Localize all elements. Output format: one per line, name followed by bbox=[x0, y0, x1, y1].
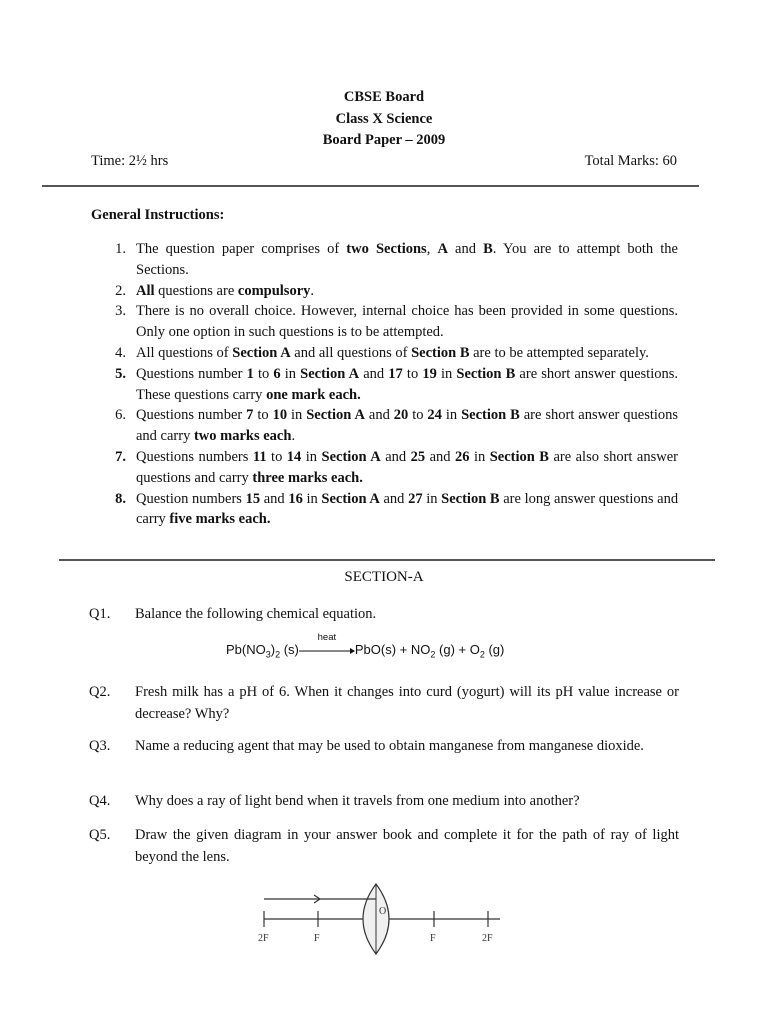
instruction-item: 4. All questions of Section A and all questions of Section B are to be attempted separately. bbox=[110, 343, 678, 364]
label-o: O bbox=[379, 906, 387, 917]
instructions-list bbox=[110, 239, 678, 530]
instruction-number: 6. bbox=[115, 407, 126, 424]
lens-diagram bbox=[250, 876, 510, 956]
instruction-number: 5. bbox=[115, 365, 126, 382]
question-text: Balance the following chemical equation. bbox=[135, 606, 377, 622]
question-text: Fresh milk has a pH of 6. When it changes into curd (yogurt) will its pH value increase or decrease? Why? bbox=[135, 684, 679, 722]
question-item bbox=[89, 790, 679, 812]
label-2f-right: 2F bbox=[482, 933, 493, 944]
instruction-item: 5. Questions number 1 to 6 in Section A and 17 to 19 in Section B are short answer questions. These questions carry one mark each. bbox=[110, 364, 678, 406]
instruction-item: 6. Questions number 7 to 10 in Section A and 20 to 24 in Section B are short answer questions and carry two marks each. bbox=[110, 405, 678, 447]
question-item bbox=[89, 681, 679, 725]
question-item bbox=[89, 603, 679, 625]
instruction-item: 8. Question numbers 15 and 16 in Section A and 27 in Section B are long answer questions and carry five marks each. bbox=[110, 489, 678, 531]
exam-time: Time: 2½ hrs bbox=[91, 153, 169, 169]
instruction-number: 2. bbox=[115, 282, 126, 299]
question-item bbox=[89, 735, 679, 757]
question-number: Q5. bbox=[89, 827, 111, 843]
instructions-title: General Instructions: bbox=[91, 207, 225, 223]
instruction-number: 1. bbox=[115, 241, 126, 257]
question-number: Q3. bbox=[89, 738, 111, 754]
instruction-number: 4. bbox=[115, 344, 126, 361]
question-text: Name a reducing agent that may be used to obtain manganese from manganese dioxide. bbox=[135, 738, 644, 754]
exam-board: CBSE Board bbox=[343, 89, 425, 105]
question-text: Why does a ray of light bend when it travels from one medium into another? bbox=[135, 793, 580, 809]
header-divider bbox=[42, 185, 699, 187]
label-2f-left: 2F bbox=[258, 933, 269, 944]
chemical-equation: $Pb(NO_3)_2$ (s) heat $PbO(s) + NO_2$ $(g) + O_2$ (g) bbox=[226, 631, 505, 660]
section-title: SECTION-A bbox=[344, 569, 424, 585]
instruction-number: 8. bbox=[115, 490, 126, 507]
exam-class: Class X Science bbox=[335, 111, 433, 127]
exam-paper-title: Board Paper – 2009 bbox=[322, 132, 446, 148]
label-f-left: F bbox=[314, 933, 320, 944]
question-number: Q1. bbox=[89, 606, 111, 622]
arrow-label: heat bbox=[317, 631, 337, 643]
section-divider bbox=[59, 559, 715, 561]
question-item bbox=[89, 824, 679, 868]
instruction-item: 7. Questions numbers 11 to 14 in Section A and 25 and 26 in Section B are also short answer questions and carry three marks each. bbox=[110, 447, 678, 489]
label-f-right: F bbox=[430, 933, 436, 944]
question-number: Q4. bbox=[89, 793, 111, 809]
instruction-number: 7. bbox=[115, 448, 126, 465]
reaction-arrow bbox=[299, 631, 355, 655]
instruction-item: 2. All questions are compulsory. bbox=[110, 281, 678, 302]
instruction-item: 3. There is no overall choice. However, internal choice has been provided in some questions. Only one option in such questions is to be attempted. bbox=[110, 301, 678, 343]
question-number: Q2. bbox=[89, 684, 111, 700]
exam-total-marks: Total Marks: 60 bbox=[584, 153, 677, 169]
instruction-item: 1. The question paper comprises of two Sections, A and B. You are to attempt both the Sections. bbox=[110, 239, 678, 281]
instruction-number: 3. bbox=[115, 303, 126, 320]
question-text: Draw the given diagram in your answer book and complete it for the path of ray of light beyond the lens. bbox=[135, 827, 679, 865]
